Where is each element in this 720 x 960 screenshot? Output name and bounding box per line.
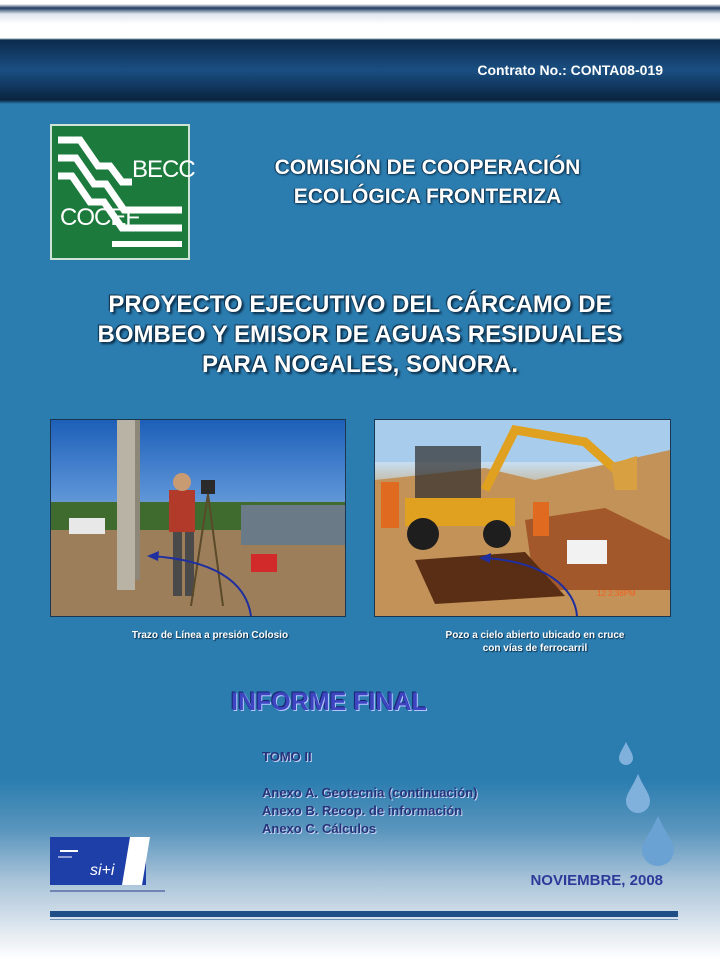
- logo-cocef-text: COCEF: [60, 204, 139, 231]
- sij-logo-text: si+i: [90, 862, 115, 879]
- footer-divider-thin: [50, 919, 678, 920]
- contract-number: Contrato No.: CONTA08-019: [477, 62, 663, 78]
- report-title: INFORME FINAL: [231, 688, 427, 716]
- photo-survey-line: [50, 419, 346, 617]
- photo1-caption: Trazo de Línea a presión Colosio: [131, 630, 289, 641]
- photo2-caption-line-1: Pozo a cielo abierto ubicado en cruce: [445, 630, 625, 641]
- water-drop-small-icon: [616, 740, 636, 766]
- photo-excavation-pit: [374, 419, 671, 617]
- water-drop-large-icon: [638, 814, 678, 866]
- sij-company-logo: [50, 837, 165, 895]
- annex-c: Anexo C. Cálculos: [262, 821, 377, 836]
- commission-line-2: ECOLÓGICA FRONTERIZA: [293, 185, 562, 208]
- volume-label: TOMO II: [262, 749, 312, 764]
- water-drop-medium-icon: [622, 772, 654, 814]
- photo-timestamp: 12 2:38PM: [597, 589, 636, 598]
- annex-list: [262, 748, 477, 838]
- report-date: NOVIEMBRE, 2008: [530, 872, 663, 889]
- photo2-caption-line-2: con vías de ferrocarril: [482, 643, 588, 654]
- becc-cocef-logo: [50, 124, 195, 260]
- project-line-3: PARA NOGALES, SONORA.: [201, 351, 519, 378]
- logo-becc-text: BECC: [132, 156, 195, 183]
- photo2-caption: [400, 629, 670, 655]
- annex-b: Anexo B. Recop. de información: [262, 803, 463, 818]
- annex-a: Anexo A. Geotecnia (continuación): [262, 785, 478, 800]
- commission-title: [210, 153, 645, 211]
- project-line-2: BOMBEO Y EMISOR DE AGUAS RESIDUALES: [97, 321, 623, 348]
- commission-line-1: COMISIÓN DE COOPERACIÓN: [274, 156, 581, 179]
- project-title: [30, 290, 690, 380]
- footer-divider: [50, 911, 678, 917]
- logo-waves-icon: [52, 126, 188, 258]
- project-line-1: PROYECTO EJECUTIVO DEL CÁRCAMO DE: [108, 291, 612, 318]
